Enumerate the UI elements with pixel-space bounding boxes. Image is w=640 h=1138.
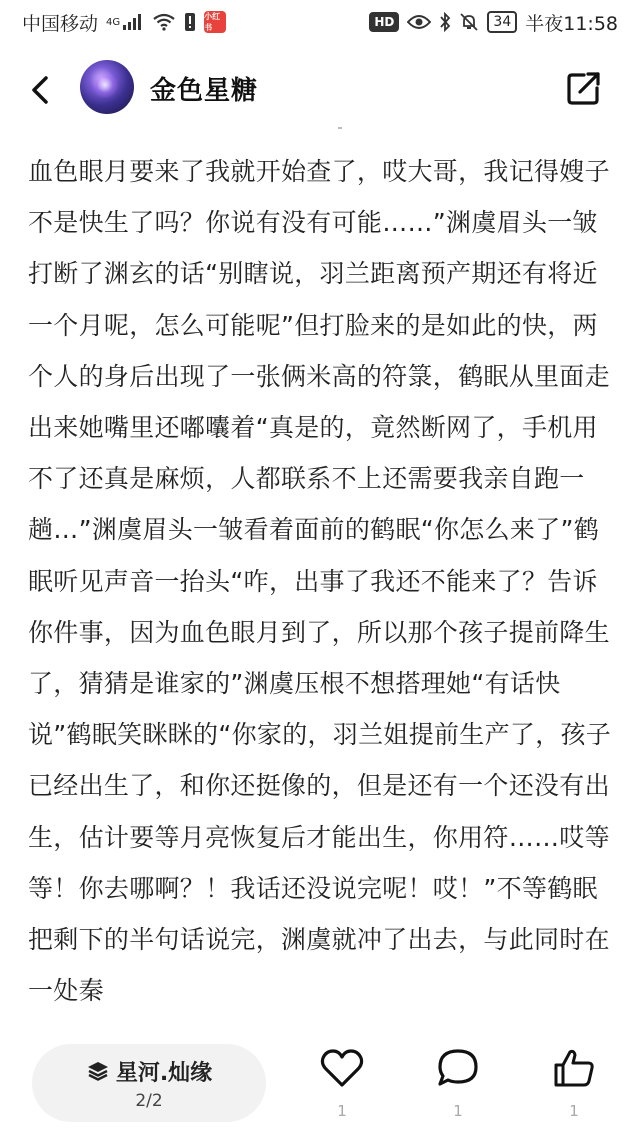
heart-icon: [320, 1048, 364, 1088]
thumbs-up-icon: [552, 1048, 596, 1088]
comment-icon: [436, 1048, 480, 1088]
battery-icon: 34: [487, 11, 517, 33]
like-button[interactable]: [312, 1048, 372, 1120]
status-right: [369, 9, 618, 36]
post-body: [28, 146, 612, 1028]
wifi-icon: [152, 13, 176, 31]
post-header: [0, 50, 640, 130]
back-button[interactable]: [20, 70, 60, 110]
layers-icon: [86, 1059, 110, 1083]
share-button[interactable]: [564, 68, 604, 108]
back-arrow-icon: [30, 75, 50, 105]
hd-badge: HD: [369, 12, 399, 32]
comment-button[interactable]: [428, 1048, 488, 1120]
author-name[interactable]: 金色星糖: [150, 76, 259, 106]
app-badge-icon: 小红书: [204, 11, 226, 33]
eye-icon: [407, 14, 431, 30]
bottom-action-bar: [0, 1030, 640, 1138]
clock: 半夜11:58: [525, 12, 618, 35]
collection-title-row: [86, 1056, 212, 1087]
mute-bell-icon: [459, 12, 479, 32]
post-text: 血色眼月要来了我就开始查了，哎大哥，我记得嫂子不是快生了吗？你说有没有可能……”渊虞眉头一皱打断了渊玄的话“别瞎说，羽兰距离预产期还有将近一个月呢，怎么可能呢”但打脸来的是如此的快，两个人的身后出现了一张俩米高的符箓，鹤眠从里面走出来她嘴里还嘟囔着“真是的，竟然断网了，手机用不了还真是麻烦，人都联系不上还需要我亲自跑一趟…”渊虞眉头一皱看着面前的鹤眠“你怎么来了”鹤眠听见声音一抬头“咋，出事了我还不能来了？告诉你件事，因为血色眼月到了，所以那个孩子提前降生了，猜猜是谁家的”渊虞压根不想搭理她“有话快说”鹤眠笑眯眯的“你家的，羽兰姐提前生产了，孩子已经出生了，和你还挺像的，但是还有一个还没有出生，估计要等月亮恢复后才能出生，你用符……哎等等！你去哪啊？！我话还没说完呢！哎！”不等鹤眠把剩下的半句话说完，渊虞就冲了出去，与此同时在一处秦: [28, 157, 612, 1006]
thumbs-up-count: 1: [569, 1102, 579, 1120]
bluetooth-icon: [439, 12, 451, 32]
carrier-label: 中国移动: [22, 12, 99, 35]
like-count: 1: [337, 1102, 347, 1120]
status-bar: [0, 0, 640, 44]
share-icon: [566, 70, 602, 106]
network-type: 4G: [106, 16, 121, 28]
collection-button[interactable]: [32, 1044, 266, 1122]
thumbs-up-button[interactable]: [544, 1048, 604, 1120]
status-left: [22, 9, 226, 36]
alert-icon: [184, 12, 196, 32]
author-avatar[interactable]: [80, 60, 134, 114]
signal-icon: [106, 13, 144, 31]
comment-count: 1: [453, 1102, 463, 1120]
divider-mark: [338, 127, 342, 129]
collection-name: 星河.灿缘: [115, 1060, 213, 1086]
collection-page-indicator: 2/2: [135, 1090, 163, 1111]
